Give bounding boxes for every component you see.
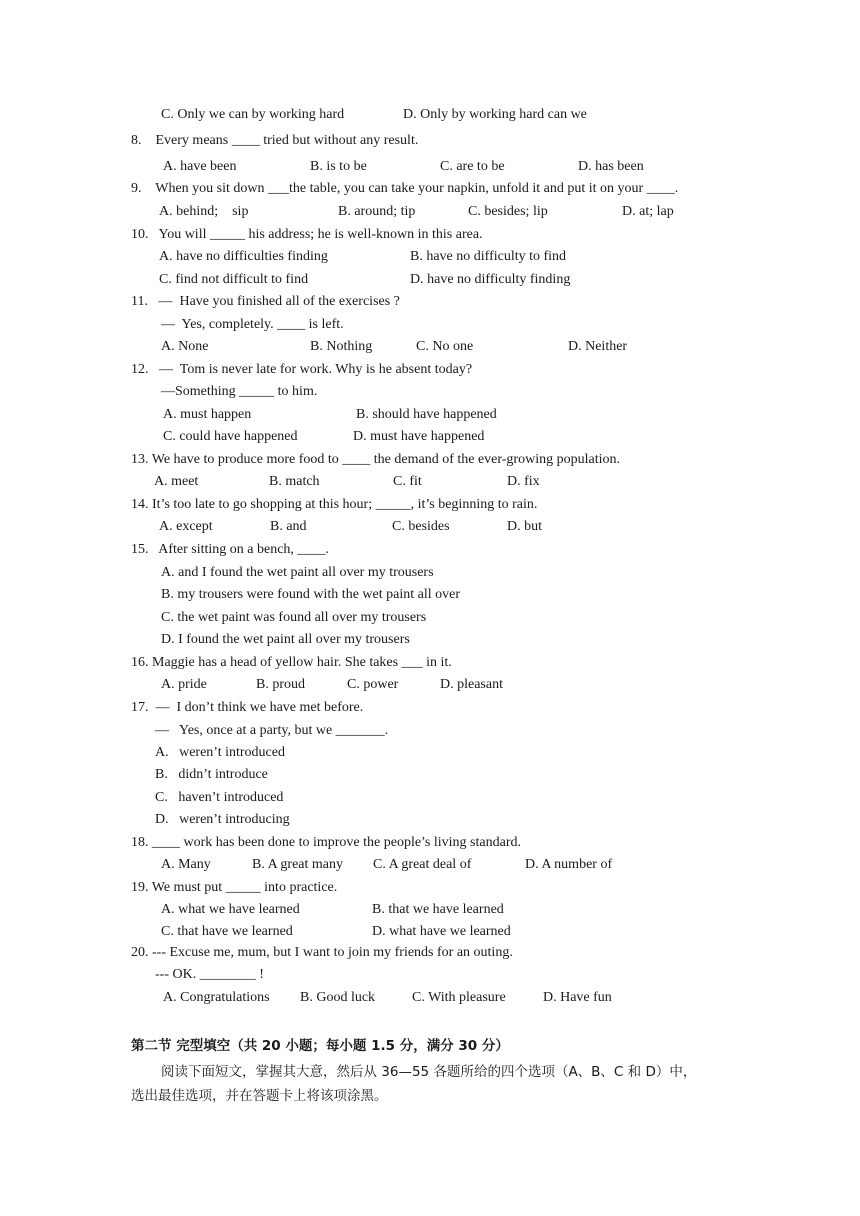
q12-stem: 12. — Tom is never late for work. Why is he absent today? (131, 362, 473, 377)
q19-option-c: C. that have we learned (161, 924, 293, 939)
q13-option-a: A. meet (154, 474, 199, 489)
q20-option-b: B. Good luck (300, 990, 376, 1005)
q9-option-d: D. at; lap (622, 204, 674, 219)
q11-option-d: D. Neither (568, 339, 628, 354)
section-2-instruction-line-2: 选出最佳选项，并在答题卡上将该项涂黑。 (131, 1088, 388, 1104)
q11-option-b: B. Nothing (310, 339, 373, 354)
q19-option-d: D. what have we learned (372, 924, 511, 939)
q16-stem: 16. Maggie has a head of yellow hair. She takes ___ in it. (131, 655, 452, 670)
q20-option-c: C. With pleasure (412, 990, 506, 1005)
q17-option-b: B. didn’t introduce (155, 767, 268, 782)
q16-option-c: C. power (347, 677, 399, 692)
q13-option-c: C. fit (393, 474, 422, 489)
q14-option-a: A. except (159, 519, 213, 534)
q20-stem: 20. --- Excuse me, mum, but I want to join my friends for an outing. (131, 945, 513, 960)
q7-option-c: C. Only we can by working hard (161, 107, 345, 122)
q15-option-b: B. my trousers were found with the wet paint all over (161, 587, 460, 602)
q11-reply: — Yes, completely. ____ is left. (161, 317, 344, 332)
q10-option-c: C. find not difficult to find (159, 272, 309, 287)
q7-option-d: D. Only by working hard can we (403, 107, 587, 122)
q15-stem: 15. After sitting on a bench, ____. (131, 542, 329, 557)
q17-option-d: D. weren’t introducing (155, 812, 290, 827)
q12-reply: —Something _____ to him. (161, 384, 318, 399)
q13-option-b: B. match (269, 474, 320, 489)
q18-option-b: B. A great many (252, 857, 343, 872)
q8-option-b: B. is to be (310, 159, 367, 174)
q18-option-a: A. Many (161, 857, 211, 872)
q12-option-d: D. must have happened (353, 429, 485, 444)
q17-reply: — Yes, once at a party, but we _______. (155, 723, 389, 738)
q11-stem: 11. — Have you finished all of the exercises ? (131, 294, 400, 309)
q12-option-c: C. could have happened (163, 429, 298, 444)
q8-option-d: D. has been (578, 159, 644, 174)
q8-stem: 8. Every means ____ tried but without any result. (131, 133, 419, 148)
q20-reply: --- OK. ________ ! (155, 967, 264, 982)
q18-option-c: C. A great deal of (373, 857, 472, 872)
q17-option-a: A. weren’t introduced (155, 745, 285, 760)
q17-stem: 17. — I don’t think we have met before. (131, 700, 364, 715)
q8-option-a: A. have been (163, 159, 237, 174)
q15-option-a: A. and I found the wet paint all over my trousers (161, 565, 434, 580)
q9-option-c: C. besides; lip (468, 204, 548, 219)
q12-option-a: A. must happen (163, 407, 252, 422)
q14-option-c: C. besides (392, 519, 450, 534)
q10-option-d: D. have no difficulty finding (410, 272, 571, 287)
q20-option-a: A. Congratulations (163, 990, 270, 1005)
q18-option-d: D. A number of (525, 857, 613, 872)
q11-option-a: A. None (161, 339, 209, 354)
q16-option-a: A. pride (161, 677, 207, 692)
q18-stem: 18. ____ work has been done to improve the people’s living standard. (131, 835, 521, 850)
q9-stem: 9. When you sit down ___the table, you can take your napkin, unfold it and put it on your ____. (131, 181, 679, 196)
q15-option-c: C. the wet paint was found all over my trousers (161, 610, 427, 625)
q14-stem: 14. It’s too late to go shopping at this hour; _____, it’s beginning to rain. (131, 497, 538, 512)
q8-option-c: C. are to be (440, 159, 505, 174)
q9-option-a: A. behind; sip (159, 204, 249, 219)
q14-option-b: B. and (270, 519, 307, 534)
q13-stem: 13. We have to produce more food to ____ the demand of the ever-growing population. (131, 452, 620, 467)
q15-option-d: D. I found the wet paint all over my trousers (161, 632, 410, 647)
q19-stem: 19. We must put _____ into practice. (131, 880, 338, 895)
section-2-instruction-line-1: 阅读下面短文，掌握其大意，然后从 36—55 各题所给的四个选项（A、B、C 和 D）中， (161, 1064, 697, 1080)
q12-option-b: B. should have happened (356, 407, 497, 422)
q16-option-b: B. proud (256, 677, 305, 692)
q10-stem: 10. You will _____ his address; he is well-known in this area. (131, 227, 483, 242)
q16-option-d: D. pleasant (440, 677, 503, 692)
q14-option-d: D. but (507, 519, 542, 534)
q10-option-b: B. have no difficulty to find (410, 249, 567, 264)
q19-option-b: B. that we have learned (372, 902, 504, 917)
q11-option-c: C. No one (416, 339, 474, 354)
q20-option-d: D. Have fun (543, 990, 612, 1005)
q17-option-c: C. haven’t introduced (155, 790, 284, 805)
section-2-title: 第二节 完型填空（共 20 小题；每小题 1.5 分，满分 30 分） (131, 1038, 509, 1054)
q9-option-b: B. around; tip (338, 204, 416, 219)
q13-option-d: D. fix (507, 474, 540, 489)
q10-option-a: A. have no difficulties finding (159, 249, 328, 264)
q19-option-a: A. what we have learned (161, 902, 300, 917)
